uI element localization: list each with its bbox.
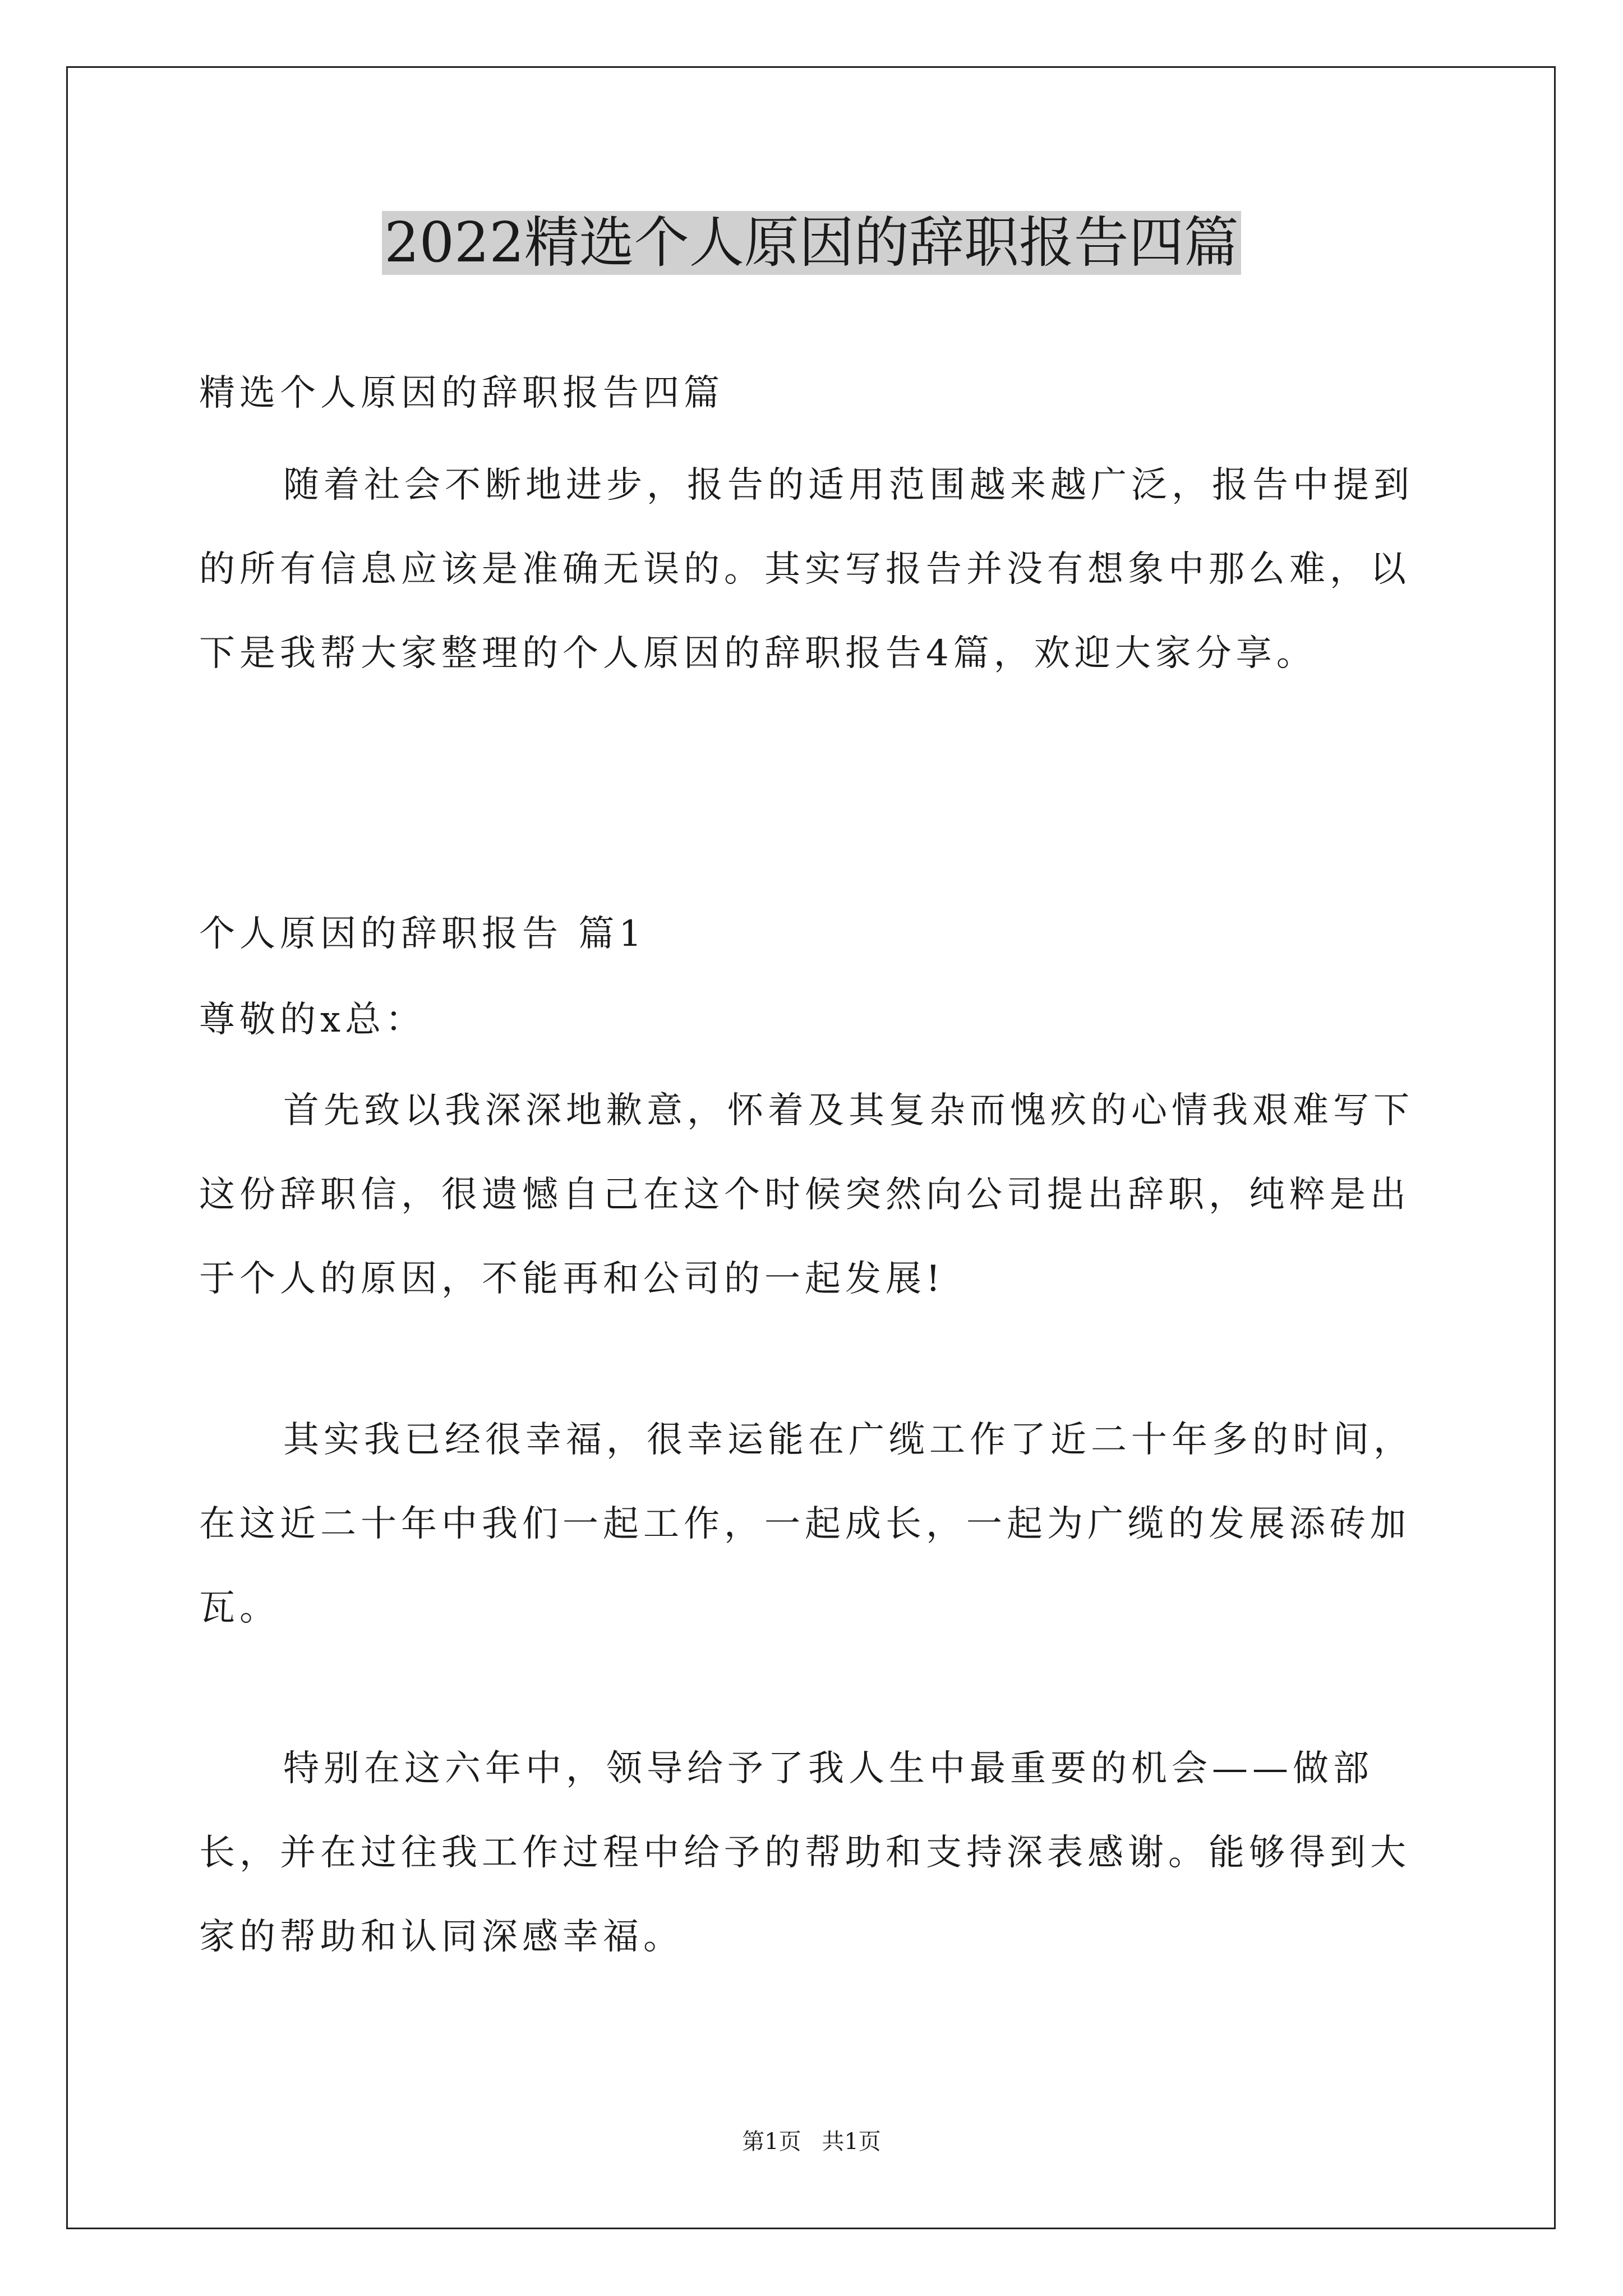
body-paragraph: 首先致以我深深地歉意，怀着及其复杂而愧疚的心情我艰难写下这份辞职信，很遗憾自己在这个时候突然向公司提出辞职，纯粹是出于个人的原因，不能再和公司的一起发展! — [199, 1090, 1414, 1300]
body-paragraph: 特别在这六年中，领导给予了我人生中最重要的机会——做部长，并在过往我工作过程中给予的帮助和支持深表感谢。能够得到大家的帮助和认同深感幸福。 — [199, 1748, 1410, 1958]
document-title-text: 2022精选个人原因的辞职报告四篇 — [382, 211, 1241, 275]
subtitle: 精选个人原因的辞职报告四篇 — [199, 372, 724, 414]
document-title — [0, 206, 1623, 279]
page-number-footer: 第1页 共1页 — [742, 2129, 881, 2155]
section-heading: 个人原因的辞职报告 篇1 — [199, 913, 647, 955]
salutation: 尊敬的x总： — [199, 999, 426, 1041]
body-paragraph: 其实我已经很幸福，很幸运能在广缆工作了近二十年多的时间，在这近二十年中我们一起工作，一起成长，一起为广缆的发展添砖加瓦。 — [199, 1419, 1414, 1629]
intro-paragraph: 随着社会不断地进步，报告的适用范围越来越广泛，报告中提到的所有信息应该是准确无误的。其实写报告并没有想象中那么难，以下是我帮大家整理的个人原因的辞职报告4篇，欢迎大家分享。 — [199, 464, 1414, 674]
